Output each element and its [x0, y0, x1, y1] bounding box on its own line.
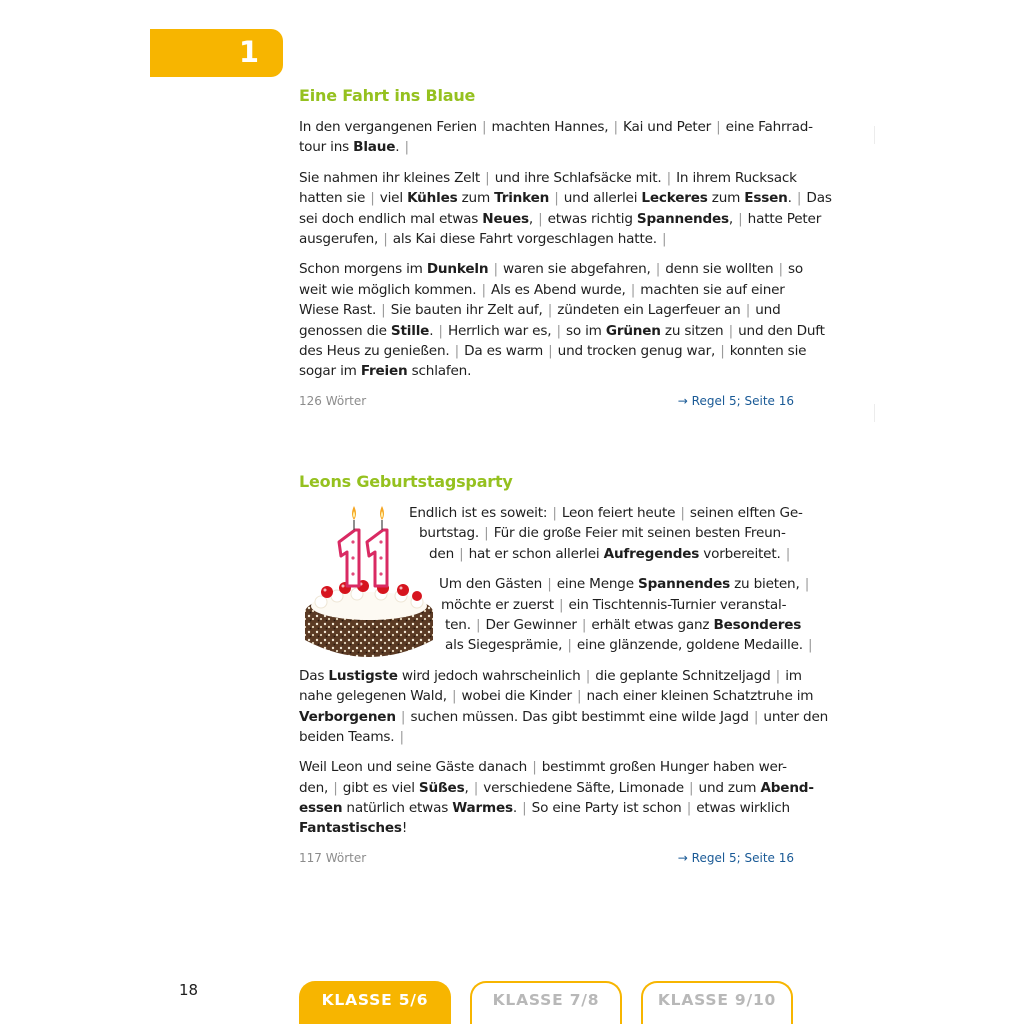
text-run: Für die große Feier mit seinen besten Freun- [493, 525, 786, 542]
bold-word: Freien [360, 363, 408, 380]
text-line [299, 798, 799, 818]
pause-marker: | [741, 302, 755, 319]
margin-mark [874, 126, 875, 144]
pause-marker: | [771, 667, 785, 684]
rule-reference-link[interactable]: → Regel 5; Seite 16 [677, 393, 794, 408]
text-run: konnten sie [729, 342, 807, 359]
text-run: nahe gelegenen Wald, [299, 688, 447, 705]
pause-marker: | [749, 708, 763, 725]
text-run: sogar im [299, 363, 361, 380]
pause-marker: | [682, 800, 696, 817]
pause-marker: | [455, 545, 468, 562]
paragraph [299, 168, 832, 250]
text-run: gibt es viel [342, 779, 419, 796]
paragraph [299, 259, 825, 381]
pause-marker: | [684, 779, 698, 796]
text-run: als Siegesprämie, [445, 637, 563, 654]
pause-marker: | [577, 616, 591, 633]
text-run: eine glänzende, goldene Medaille. [576, 637, 803, 654]
text-run: suchen müssen. Das gibt bestimmt eine wilde Jagd [410, 708, 749, 725]
pause-marker: | [581, 667, 595, 684]
text-run: eine Fahrrad- [725, 119, 813, 135]
text-run: viel [379, 190, 408, 207]
text-run: so [788, 261, 804, 278]
text-run: zündeten ein Lagerfeuer an [557, 302, 741, 319]
bold-word: Fantastisches [299, 820, 402, 837]
text-line [299, 361, 799, 381]
text-run: ! [401, 820, 408, 837]
pause-marker: | [609, 119, 622, 135]
story-eine-fahrt-ins-blaue [299, 84, 832, 412]
bold-word: Blaue [353, 139, 396, 156]
story-body [299, 117, 832, 382]
bold-word: Warmes [452, 800, 513, 817]
pause-marker: | [548, 505, 561, 521]
text-run: bestimmt großen Hunger haben wer- [541, 759, 787, 776]
pause-marker: | [712, 119, 725, 135]
text-line [299, 300, 799, 320]
text-run: Da es warm [464, 342, 544, 359]
text-run: Herrlich war es, [447, 322, 552, 339]
text-run: die geplante Schnitzeljagd [595, 667, 771, 684]
pause-marker: | [447, 688, 461, 705]
pause-marker: | [481, 169, 494, 186]
pause-marker: | [396, 708, 410, 725]
text-run: hatten sie [299, 190, 366, 207]
pause-marker: | [543, 302, 557, 319]
paragraph [299, 117, 813, 158]
pause-marker: | [480, 525, 493, 542]
pause-marker: | [651, 261, 665, 278]
text-run: . [395, 139, 400, 156]
pause-marker: | [552, 322, 565, 339]
pause-marker: | [803, 637, 813, 654]
text-run: . [512, 800, 518, 817]
text-run: und den Duft [738, 322, 825, 339]
paragraph [299, 757, 814, 839]
text-run: so im [565, 322, 606, 339]
pause-marker: | [395, 728, 404, 745]
tab-klasse-9-10[interactable]: KLASSE 9/10 [641, 981, 793, 1024]
pause-marker: | [724, 322, 738, 339]
text-run: , [464, 779, 469, 796]
text-line [299, 757, 799, 777]
text-run: machten Hannes, [491, 119, 609, 135]
bold-word: Kühles [407, 190, 458, 207]
text-run: seinen elften Ge- [689, 505, 803, 521]
text-run: und zum [698, 779, 761, 796]
pause-marker: | [377, 302, 390, 319]
text-run: und [755, 302, 781, 319]
text-line [299, 686, 814, 706]
pause-marker: | [518, 800, 531, 817]
bold-word: Spannendes [638, 576, 730, 593]
text-run: Schon morgens im [299, 261, 427, 278]
bold-word: Trinken [494, 190, 550, 207]
pause-marker: | [544, 342, 557, 359]
pause-marker: | [676, 505, 689, 521]
bold-word: essen [299, 800, 343, 817]
pause-marker: | [471, 616, 485, 633]
bold-word: Essen [744, 190, 788, 207]
text-run: unter den [763, 708, 829, 725]
text-run: wobei die Kinder [461, 688, 572, 705]
pause-marker: | [379, 230, 392, 247]
text-run: . [787, 190, 792, 207]
text-line [299, 168, 799, 188]
text-run: Leon feiert heute [561, 505, 676, 521]
text-run: nach einer kleinen Schatztruhe im [586, 688, 814, 705]
pause-marker: | [800, 576, 810, 593]
text-run: genossen die [299, 322, 391, 339]
text-line [299, 209, 822, 229]
pause-marker: | [469, 779, 483, 796]
story-meta [299, 392, 799, 412]
text-run: zum [457, 190, 495, 207]
text-run: waren sie abgefahren, [502, 261, 651, 278]
text-run: , [528, 210, 534, 227]
pause-marker: | [781, 545, 791, 562]
text-run: burtstag. [419, 525, 480, 542]
text-run: machten sie auf einer [640, 281, 785, 298]
text-run: hat er schon allerlei [468, 545, 604, 562]
pause-marker: | [734, 210, 747, 227]
pause-marker: | [550, 190, 563, 207]
text-run: möchte er zuerst [441, 596, 554, 613]
bold-word: Süßes [418, 779, 465, 796]
text-run: als Kai diese Fahrt vorgeschlagen hatte. [392, 230, 657, 247]
text-run: In den vergangenen Ferien [299, 119, 477, 135]
pause-marker: | [774, 261, 788, 278]
pause-marker: | [716, 342, 729, 359]
bold-word: Stille [390, 322, 430, 339]
text-run: des Heus zu genießen. [299, 342, 450, 359]
bold-word: Leckeres [641, 190, 708, 207]
text-run: vorbereitet. [699, 545, 781, 562]
text-run: zu bieten, [730, 576, 800, 593]
text-run: Das [299, 667, 329, 684]
bold-word: Aufregendes [603, 545, 700, 562]
text-line [299, 321, 825, 341]
text-run: Wiese Rast. [299, 302, 377, 319]
text-run: im [785, 667, 802, 684]
pause-marker: | [662, 169, 676, 186]
margin-mark [874, 404, 875, 422]
tab-klasse-5-6[interactable]: KLASSE 5/6 [299, 981, 451, 1024]
text-run: . [429, 322, 434, 339]
pause-marker: | [477, 281, 490, 298]
text-run: wird jedoch wahrscheinlich [397, 667, 581, 684]
story-meta [299, 849, 799, 869]
story-title: Leons Geburtstagsparty [299, 472, 513, 491]
text-line [299, 117, 813, 137]
page-number: 18 [179, 981, 199, 999]
pause-marker: | [563, 637, 576, 654]
text-run: Kai und Peter [623, 119, 712, 135]
text-run: und trocken genug war, [557, 342, 716, 359]
rule-reference-link[interactable]: → Regel 5; Seite 16 [677, 850, 794, 865]
text-run: weit wie möglich kommen. [299, 281, 477, 298]
text-run: ausgerufen, [299, 230, 379, 247]
text-run: Als es Abend wurde, [490, 281, 626, 298]
text-run: erhält etwas ganz [591, 616, 714, 633]
pause-marker: | [477, 119, 491, 135]
bold-word: Besonderes [713, 616, 802, 633]
bold-word: Neues [482, 210, 529, 227]
text-run: den, [299, 779, 329, 796]
text-run: etwas wirklich [696, 800, 790, 817]
text-run: beiden Teams. [299, 728, 395, 745]
bold-word: Abend- [760, 779, 814, 796]
text-run: denn sie wollten [665, 261, 774, 278]
bold-word: Lustigste [328, 667, 398, 684]
word-count: 126 Wörter [299, 393, 367, 408]
text-run: zu sitzen [660, 322, 724, 339]
text-run: den [429, 545, 455, 562]
bold-word: Grünen [605, 322, 661, 339]
bold-word: Dunkeln [426, 261, 489, 278]
bold-word: Spannendes [636, 210, 729, 227]
text-run: ein Tischtennis-Turnier veranstal- [568, 596, 787, 613]
pause-marker: | [657, 230, 667, 247]
pause-marker: | [366, 190, 379, 207]
text-run: und ihre Schlafsäcke mit. [494, 169, 662, 186]
text-line [299, 137, 799, 157]
pause-marker: | [534, 210, 547, 227]
pause-marker: | [626, 281, 640, 298]
text-run: und allerlei [563, 190, 642, 207]
pause-marker: | [528, 759, 541, 776]
pause-marker: | [543, 576, 556, 593]
text-run: Weil Leon und seine Gäste danach [299, 759, 528, 776]
text-line [299, 707, 829, 727]
text-run: etwas richtig [547, 210, 637, 227]
birthday-cake-image [299, 502, 439, 664]
text-run: Sie nahmen ihr kleines Zelt [299, 169, 481, 186]
text-run: zum [707, 190, 745, 207]
pause-marker: | [329, 779, 342, 796]
text-run: Sie bauten ihr Zelt auf, [390, 302, 543, 319]
text-run: sei doch endlich mal etwas [299, 210, 483, 227]
text-run: schlafen. [407, 363, 472, 380]
text-run: eine Menge [556, 576, 638, 593]
paragraph [299, 666, 829, 748]
chapter-number: 1 [238, 35, 259, 69]
pause-marker: | [489, 261, 502, 278]
text-line [299, 818, 799, 838]
pause-marker: | [450, 342, 464, 359]
text-line [299, 778, 814, 798]
text-line [299, 280, 799, 300]
text-run: Das [806, 190, 832, 207]
tab-klasse-7-8[interactable]: KLASSE 7/8 [470, 981, 622, 1024]
text-run: So eine Party ist schon [531, 800, 682, 817]
text-run: verschiedene Säfte, Limonade [483, 779, 684, 796]
pause-marker: | [792, 190, 806, 207]
text-line [299, 727, 799, 747]
text-run: , [728, 210, 734, 227]
text-run: Um den Gästen [439, 576, 543, 593]
pause-marker: | [400, 139, 409, 156]
story-leons-geburtstagsparty [299, 470, 829, 869]
text-run: Der Gewinner [485, 616, 577, 633]
text-line [299, 229, 799, 249]
text-line [299, 188, 832, 208]
text-line [299, 341, 807, 361]
text-line [299, 259, 804, 279]
text-run: natürlich etwas [342, 800, 453, 817]
word-count: 117 Wörter [299, 850, 367, 865]
text-run: ten. [445, 616, 471, 633]
text-run: hatte Peter [747, 210, 822, 227]
chapter-marker [150, 29, 283, 77]
text-run: In ihrem Rucksack [676, 169, 797, 186]
text-line [299, 666, 802, 686]
pause-marker: | [572, 688, 586, 705]
story-title: Eine Fahrt ins Blaue [299, 86, 476, 105]
text-run: Endlich ist es soweit: [409, 505, 548, 521]
pause-marker: | [554, 596, 568, 613]
text-run: tour ins [299, 139, 354, 156]
bold-word: Verborgenen [299, 708, 396, 725]
pause-marker: | [434, 322, 447, 339]
